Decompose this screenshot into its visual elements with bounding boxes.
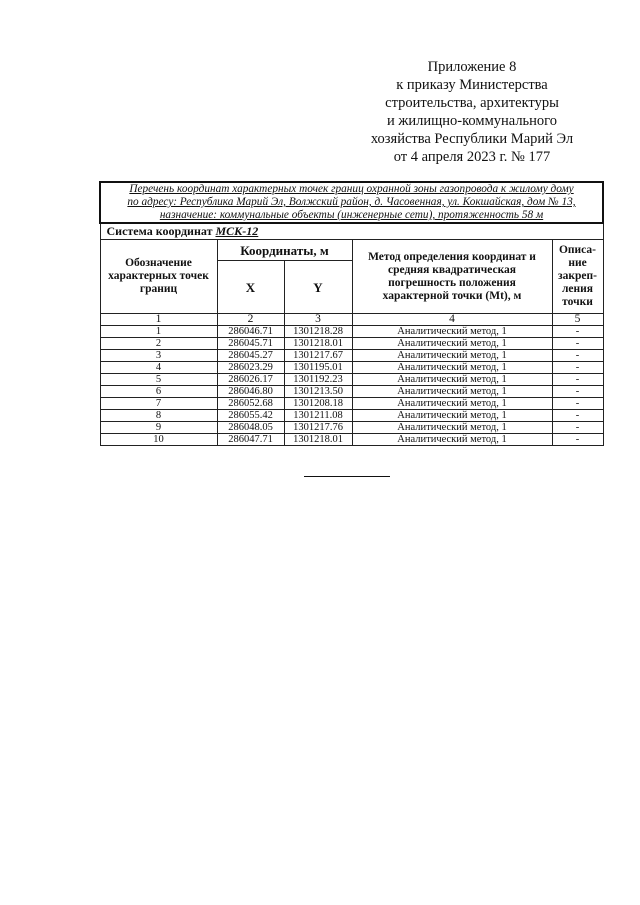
cell-fixing: - — [552, 410, 603, 422]
cell-point: 7 — [100, 398, 217, 410]
column-number: 1 — [100, 314, 217, 326]
cell-x: 286048.05 — [217, 422, 284, 434]
cell-x: 286026.17 — [217, 374, 284, 386]
table-row — [100, 362, 603, 374]
table-row — [100, 326, 603, 338]
header-coordinates: Координаты, м — [217, 240, 352, 261]
column-number: 5 — [552, 314, 603, 326]
column-number: 2 — [217, 314, 284, 326]
cell-x: 286045.71 — [217, 338, 284, 350]
coordinate-system-value: МСК-12 — [215, 224, 259, 238]
cell-point: 1 — [100, 326, 217, 338]
table-row — [100, 386, 603, 398]
header-x: X — [217, 261, 284, 314]
cell-x: 286045.27 — [217, 350, 284, 362]
header-method: Метод определения координат и средняя квадратическая погрешность положения характерной точки (Mt), м — [352, 240, 552, 314]
table-row — [100, 410, 603, 422]
cell-fixing: - — [552, 434, 603, 446]
appendix-header — [350, 58, 594, 166]
appendix-line: к приказу Министерства — [396, 77, 548, 93]
cell-fixing: - — [552, 326, 603, 338]
cell-method: Аналитический метод, 1 — [352, 386, 552, 398]
appendix-line: и жилищно-коммунального — [386, 113, 558, 129]
cell-y: 1301218.01 — [284, 338, 352, 350]
cell-point: 4 — [100, 362, 217, 374]
appendix-line: строительства, архитектуры — [385, 95, 559, 111]
cell-method: Аналитический метод, 1 — [352, 338, 552, 350]
cell-x: 286047.71 — [217, 434, 284, 446]
cell-y: 1301192.23 — [284, 374, 352, 386]
cell-point: 8 — [100, 410, 217, 422]
appendix-line: от 4 апреля 2023 г. № 177 — [393, 149, 551, 165]
cell-fixing: - — [552, 386, 603, 398]
column-number: 3 — [284, 314, 352, 326]
cell-method: Аналитический метод, 1 — [352, 410, 552, 422]
table-row — [100, 338, 603, 350]
table-row — [100, 374, 603, 386]
cell-method: Аналитический метод, 1 — [352, 422, 552, 434]
header-fixing: Описа-ние закреп-ления точки — [552, 240, 603, 314]
cell-method: Аналитический метод, 1 — [352, 350, 552, 362]
cell-point: 10 — [100, 434, 217, 446]
cell-x: 286052.68 — [217, 398, 284, 410]
cell-point: 3 — [100, 350, 217, 362]
cell-y: 1301217.76 — [284, 422, 352, 434]
coordinate-system-row — [100, 223, 603, 240]
cell-fixing: - — [552, 362, 603, 374]
title-line: назначение: коммунальные объекты (инженерные сети), протяженность 58 м — [159, 209, 544, 221]
cell-method: Аналитический метод, 1 — [352, 398, 552, 410]
cell-method: Аналитический метод, 1 — [352, 434, 552, 446]
cell-x: 286055.42 — [217, 410, 284, 422]
table-row — [100, 434, 603, 446]
appendix-line: Приложение 8 — [427, 59, 517, 75]
table-title — [100, 182, 603, 223]
cell-method: Аналитический метод, 1 — [352, 362, 552, 374]
cell-point: 2 — [100, 338, 217, 350]
cell-y: 1301195.01 — [284, 362, 352, 374]
cell-y: 1301213.50 — [284, 386, 352, 398]
coordinate-system-label: Система координат — [106, 224, 213, 238]
coordinates-table — [99, 181, 604, 446]
cell-y: 1301218.28 — [284, 326, 352, 338]
column-number: 4 — [352, 314, 552, 326]
appendix-line: хозяйства Республики Марий Эл — [370, 131, 574, 147]
cell-fixing: - — [552, 422, 603, 434]
header-row — [100, 240, 603, 261]
table-title-row — [100, 182, 603, 223]
cell-fixing: - — [552, 338, 603, 350]
column-number-row — [100, 314, 603, 326]
table-row — [100, 398, 603, 410]
cell-method: Аналитический метод, 1 — [352, 326, 552, 338]
cell-fixing: - — [552, 350, 603, 362]
table-row — [100, 350, 603, 362]
cell-point: 5 — [100, 374, 217, 386]
cell-y: 1301208.18 — [284, 398, 352, 410]
coordinate-system — [100, 223, 603, 240]
cell-y: 1301218.01 — [284, 434, 352, 446]
footer-divider — [304, 476, 390, 477]
header-point: Обозначение характерных точек границ — [100, 240, 217, 314]
cell-point: 9 — [100, 422, 217, 434]
cell-method: Аналитический метод, 1 — [352, 374, 552, 386]
title-line: по адресу: Республика Марий Эл, Волжский район, д. Часовенная, ул. Кокшайская, дом № 13, — [127, 196, 576, 208]
cell-x: 286046.80 — [217, 386, 284, 398]
table-row — [100, 422, 603, 434]
cell-y: 1301211.08 — [284, 410, 352, 422]
cell-fixing: - — [552, 398, 603, 410]
cell-point: 6 — [100, 386, 217, 398]
header-y: Y — [284, 261, 352, 314]
cell-y: 1301217.67 — [284, 350, 352, 362]
cell-x: 286023.29 — [217, 362, 284, 374]
cell-x: 286046.71 — [217, 326, 284, 338]
title-line: Перечень координат характерных точек границ охранной зоны газопровода к жилому дому — [129, 183, 574, 195]
cell-fixing: - — [552, 374, 603, 386]
